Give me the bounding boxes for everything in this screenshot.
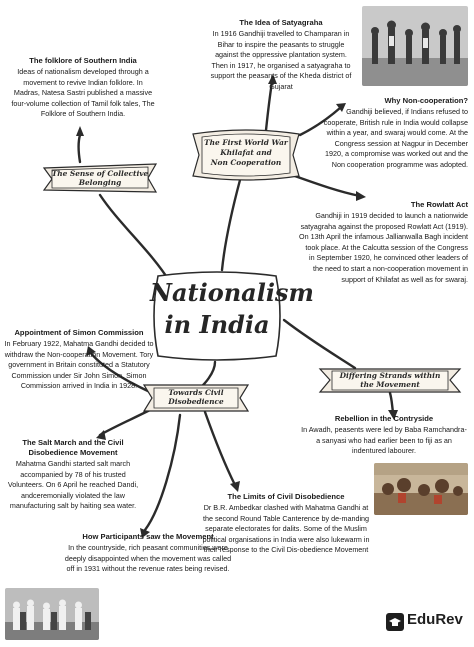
photo-satyagraha-march bbox=[362, 6, 468, 86]
salt-march-body: Mahatma Gandhi started salt march accompanied by 78 of his trusted Volunteers. On 6 April he reached Dandi, andceremonially violated the law manufacturing salt by haiting sea water. bbox=[7, 459, 139, 511]
participants-body: In the countryside, rich peasant communities were deeply disappointed when the movement was called off in 1931 without the revenue rates being revised. bbox=[64, 543, 232, 574]
banner-collective-line-2: Belonging bbox=[78, 178, 122, 187]
noncoop-body: Gandhiji believed, if Indians refused to cooperate, British rule in India would collapse within a year, and swaraj would come. At the Congress session at Nagpur in December 1920, a compromise was worked out and the Non cooperation programme was adopted. bbox=[323, 107, 468, 169]
section-satyagraha bbox=[206, 18, 356, 93]
banner-collective-belonging bbox=[40, 160, 160, 196]
banner-collective-line-1: The Sense of Collective bbox=[51, 169, 149, 178]
section-simon bbox=[4, 328, 154, 392]
branch-civil-to-limits bbox=[205, 412, 235, 485]
branch-to-collective bbox=[100, 195, 170, 282]
rowlatt-title: The Rowlatt Act bbox=[410, 200, 468, 209]
title-line-2: in India bbox=[164, 310, 270, 339]
satyagraha-body: In 1916 Gandhiji travelled to Champaran in Bihar to inspire the peasants to struggle against the oppressive plantation system. Then in 1917, he organised a satyagraha to support the peasants of the Kheda district of Gujarat bbox=[210, 29, 352, 91]
banner-strands-line-2: the Movement bbox=[360, 380, 420, 389]
banner-strands-line-1: Differing Strands within bbox=[339, 371, 441, 380]
rebellion-body: In Awadh, peasents were led by Baba Ramchandra-a sanyasi who had earlier been to fiji as an indentured labourer. bbox=[301, 425, 467, 456]
simon-title: Appointment of Simon Commission bbox=[14, 328, 144, 337]
limits-body: Dr B.R. Ambedkar clashed with Mahatma Gandhi at the second Round Table Canterence by de-manding separate electorates for dalits. Some of the Muslim political organisations in India were also lukewarm in their response to the Civil Dis-obedience Movement bbox=[202, 503, 370, 555]
section-noncoop bbox=[316, 96, 468, 171]
edurev-logo[interactable] bbox=[385, 608, 465, 634]
banner-ww-line-2: Khilafat and bbox=[220, 148, 272, 157]
branch-ww-to-rowlatt bbox=[292, 175, 360, 196]
rowlatt-body: Gandhiji in 1919 decided to launch a nationwide satyagraha against the proposed Rowlatt Act (1919). On 13th April the infamous Jallianwalla Bagh incident took place. At the Calcutta session of the Congress in September 1920, he convinced other leaders of the need to start a non-cooperation movement in support of Khilafat as well as for swaraj. bbox=[298, 211, 468, 284]
arrowhead-limits bbox=[230, 481, 240, 492]
photo-rebellion-painting bbox=[374, 463, 468, 515]
limits-title: The Limits of Civil Disobedience bbox=[227, 492, 345, 501]
arrowhead-folklore bbox=[76, 126, 84, 136]
folklore-body: Ideas of nationalism developed through a movement to revive Indian folklore. In Madras, Natesa Sastri published a massive four-volume collection of Tamil folk tales, The Folklore of Southern India. bbox=[11, 67, 155, 119]
edurev-logo-text: EduRev bbox=[407, 611, 463, 628]
branch-civil-to-participants bbox=[145, 415, 180, 530]
branch-collective-to-folklore bbox=[79, 135, 81, 162]
participants-title: How Participants saw the Movement bbox=[82, 532, 214, 541]
section-rebellion bbox=[300, 414, 468, 457]
photo-participants-crowd bbox=[5, 588, 99, 640]
branch-to-ww bbox=[222, 180, 240, 270]
section-folklore bbox=[10, 56, 156, 120]
section-participants bbox=[60, 532, 236, 575]
banner-civil-line-1: Towards Civil bbox=[168, 388, 224, 397]
graduation-cap-icon bbox=[385, 612, 405, 632]
banner-civil-disobedience bbox=[140, 380, 252, 416]
simon-body: In February 1922, Mahatma Gandhi decided to withdraw the Non-cooperation Movement. Tory government in Britain constituted a Statutory Commission under Sir John Simon. Simon Commission arrived in India in 1928. bbox=[4, 339, 154, 391]
section-rowlatt bbox=[298, 200, 468, 285]
title-line-1: Nationalism bbox=[150, 278, 314, 307]
banner-first-world-war bbox=[190, 128, 302, 182]
banner-civil-line-2: Disobedience bbox=[168, 397, 224, 406]
section-salt-march bbox=[4, 438, 142, 512]
salt-march-title: The Salt March and the Civil Disobedience Movement bbox=[22, 438, 124, 457]
central-title bbox=[150, 270, 314, 362]
satyagraha-title: The Idea of Satyagraha bbox=[239, 18, 323, 27]
banner-differing-strands bbox=[316, 364, 464, 396]
banner-ww-line-1: The First World War bbox=[204, 138, 288, 147]
branch-to-strands bbox=[284, 320, 355, 368]
folklore-title: The folklore of Southern India bbox=[29, 56, 137, 65]
banner-ww-line-3: Non Cooperation bbox=[210, 158, 282, 167]
rebellion-title: Rebellion in the Contryside bbox=[334, 414, 434, 423]
noncoop-title: Why Non-cooperation? bbox=[384, 96, 468, 105]
